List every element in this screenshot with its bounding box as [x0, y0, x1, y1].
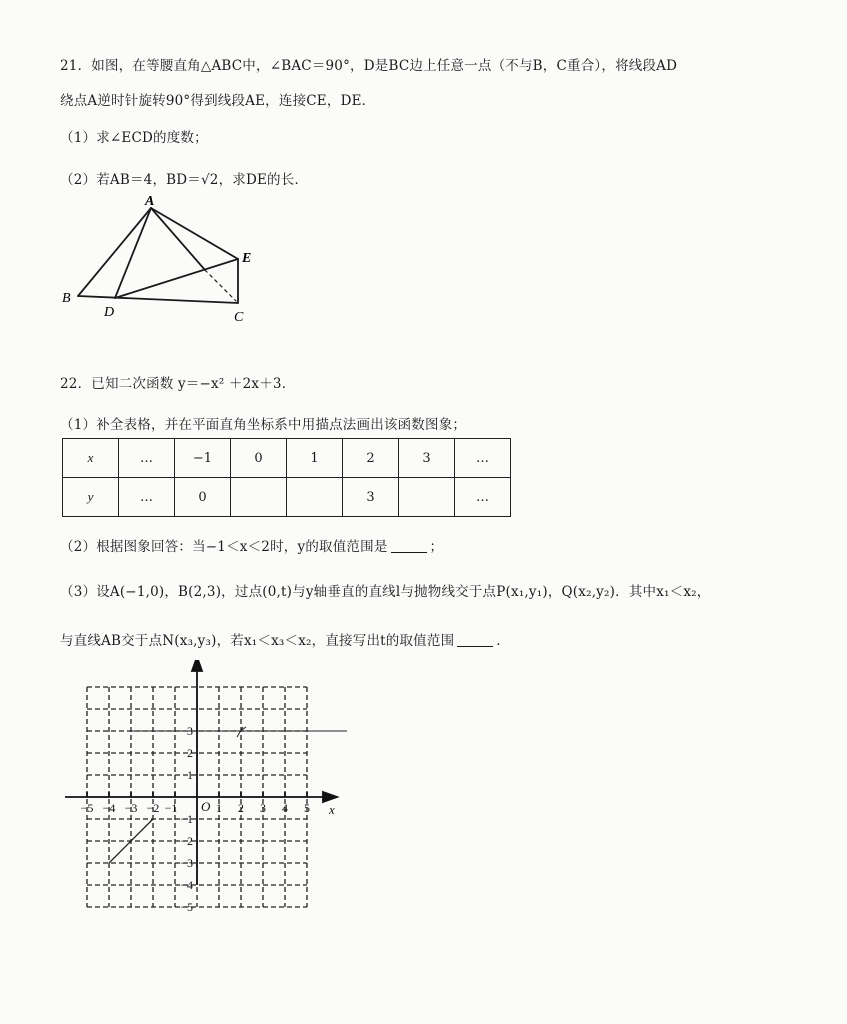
origin-label: O	[201, 799, 211, 814]
label-e: E	[242, 251, 252, 266]
table-cell: 2	[343, 439, 399, 478]
y-tick-label: −5	[180, 900, 193, 914]
y-tick-label: 1	[187, 768, 193, 782]
y-axis-arrow-icon	[192, 660, 202, 671]
x-tick-label: 1	[216, 801, 222, 815]
x-tick-label: 3	[260, 801, 266, 815]
x-tick-label: −2	[146, 801, 160, 815]
q21-part2: （2）若AB＝4，BD＝√2，求DE的长．	[60, 172, 309, 188]
y-tick-label: −1	[180, 812, 193, 826]
x-tick-label: 2	[238, 801, 244, 815]
table-cell: 0	[231, 439, 287, 478]
table-cell-blank[interactable]	[287, 478, 343, 517]
segment-ae	[151, 208, 238, 259]
table-cell: 1	[287, 439, 343, 478]
table-header-y: y	[63, 478, 119, 517]
q22-part2-text: （2）根据图象回答：当−1＜x＜2时，y的取值范围是	[60, 539, 388, 555]
x-tick-label: −1	[164, 801, 178, 815]
q22-part3-line1: （3）设A(−1,0)，B(2,3)，过点(0,t)与y轴垂直的直线l与抛物线交于点P(x₁,y₁)，Q(x₂,y₂)．其中x₁＜x₂，	[60, 584, 711, 600]
x-tick-label: −4	[102, 801, 116, 815]
y-tick-label: 2	[187, 746, 193, 760]
q22-part2-end: ；	[429, 539, 444, 555]
q22-stem: 22．已知二次函数 y＝−x² ＋2x＋3．	[60, 376, 296, 392]
label-a: A	[145, 194, 155, 209]
q22-part3-line2	[60, 629, 510, 649]
label-b: B	[62, 291, 71, 306]
q22-part3-text: 与直线AB交于点N(x₃,y₃)，若x₁＜x₃＜x₂，直接写出t的取值范围	[60, 633, 455, 649]
segment-ab	[78, 208, 151, 296]
segment-a-to-de	[151, 208, 205, 270]
segment-de	[115, 259, 238, 298]
x-tick-label: −3	[124, 801, 138, 815]
value-table	[62, 438, 511, 517]
table-cell: …	[455, 439, 511, 478]
table-cell-blank[interactable]	[399, 478, 455, 517]
y-tick-label: −2	[180, 834, 193, 848]
table-cell: …	[119, 478, 175, 517]
q21-stem-line2: 绕点A逆时针旋转90°得到线段AE，连接CE，DE．	[60, 93, 376, 109]
table-cell-blank[interactable]	[231, 478, 287, 517]
table-row-y	[63, 478, 511, 517]
label-c: C	[234, 310, 244, 325]
answer-blank[interactable]	[457, 646, 493, 647]
table-cell: …	[455, 478, 511, 517]
q22-part2	[60, 535, 443, 555]
x-tick-label: 5	[304, 801, 310, 815]
table-cell: …	[119, 439, 175, 478]
q21-triangle-figure	[0, 0, 847, 340]
y-tick-label: −3	[180, 856, 193, 870]
segment-bc	[78, 296, 238, 303]
table-row-x	[63, 439, 511, 478]
q22-part1: （1）补全表格，并在平面直角坐标系中用描点法画出该函数图象；	[60, 417, 467, 433]
table-cell: 3	[343, 478, 399, 517]
x-tick-label: 4	[282, 801, 288, 815]
x-tick-label: −5	[80, 801, 94, 815]
y-tick-label: 3	[187, 724, 193, 738]
table-cell: 3	[399, 439, 455, 478]
table-cell: 0	[175, 478, 231, 517]
y-tick-label: −4	[180, 878, 193, 892]
q21-stem-line1: 21．如图，在等腰直角△ABC中，∠BAC＝90°，D是BC边上任意一点（不与B，C重合），将线段AD	[60, 58, 678, 74]
dashed-segment-to-c	[205, 270, 236, 301]
answer-blank[interactable]	[391, 552, 427, 553]
x-axis-arrow-icon	[323, 792, 337, 802]
table-header-x: x	[63, 439, 119, 478]
q22-part3-end: ．	[496, 633, 510, 649]
x-axis-label: x	[329, 802, 335, 817]
label-d: D	[104, 305, 115, 320]
segment-ad	[115, 208, 151, 298]
coordinate-grid	[0, 660, 400, 950]
q21-part1: （1）求∠ECD的度数；	[60, 130, 208, 146]
table-cell: −1	[175, 439, 231, 478]
